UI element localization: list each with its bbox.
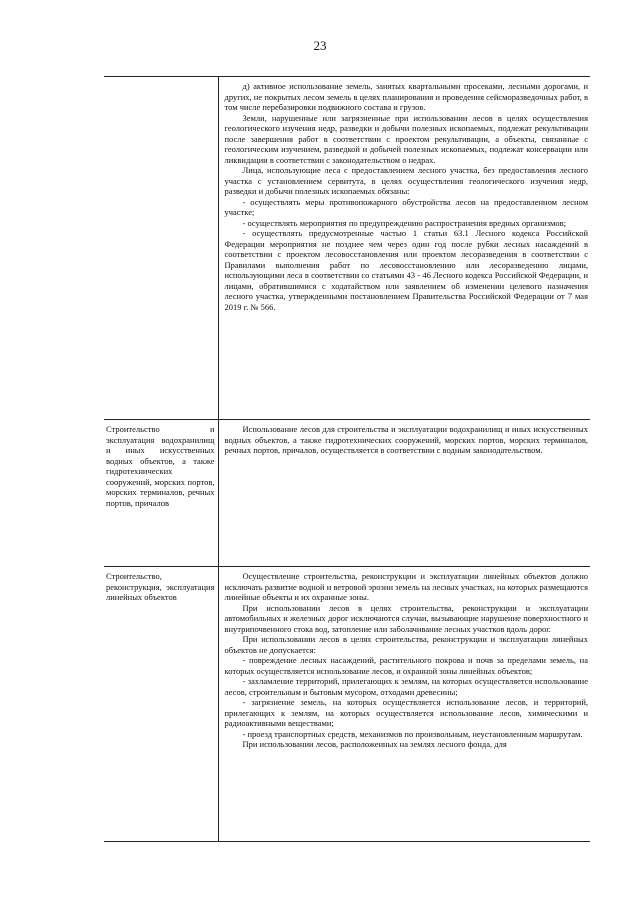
activity-title: Строительство и эксплуатация водохранилищ и иных искусственных водных объектов, а также гидротехнических сооружений, морских портов, морских терминалов, речных портов, причалов	[106, 424, 215, 508]
row-3-requirements-cell	[218, 567, 590, 842]
row-2-activity-cell	[104, 420, 218, 567]
paragraph: Осуществление строительства, реконструкции и эксплуатации линейных объектов должно исключать развитие водной и ветровой эрозии земель на лесных участках, на которых размещаются линейные объекты и их охранные зоны.	[224, 571, 588, 602]
paragraph: При использовании лесов, расположенных на землях лесного фонда, для	[242, 739, 507, 749]
paragraph: Лица, использующие леса с предоставлением лесного участка, без предоставления лесного участка с установлением сервитута, в целях осуществления геологического изучения недр, разведки и добычи полезных ископаемых обязаны:	[224, 165, 588, 196]
table-row	[104, 420, 590, 567]
list-item: - повреждение лесных насаждений, растительного покрова и почв за пределами земель, на которых осуществляется использование лесов, и охранной зоны линейных объектов;	[224, 655, 588, 676]
paragraph: При использовании лесов в целях строительства, реконструкции и эксплуатации линейных объектов не допускается:	[224, 634, 588, 655]
list-item: - осуществлять мероприятия по предупреждению распространения вредных организмов;	[242, 217, 566, 228]
row-1-requirements-cell	[218, 77, 590, 420]
list-item: - проезд транспортных средств, механизмов по произвольным, неустановленным маршрутам.	[242, 728, 583, 739]
row-1-activity-cell	[104, 77, 218, 420]
paragraph: Использование лесов для строительства и эксплуатации водохранилищ и иных искусственных водных объектов, а также гидротехнических сооружений, морских портов, морских терминалов, речных портов, причалов, осуществляется в соответствии с водным законодательством.	[224, 424, 588, 455]
table-row	[104, 567, 590, 842]
paragraph: При использовании лесов в целях строительства, реконструкции и эксплуатации автомобильных и железных дорог исключаются случаи, вызывающие нарушение поверхностного и внутрипочвенного стока вод, затопление или заболачивание лесных участков вдоль дорог.	[224, 602, 588, 634]
activity-title: Строительство, реконструкция, эксплуатация линейных объектов	[106, 571, 215, 602]
row-2-requirements-cell	[218, 420, 590, 567]
list-item: - осуществлять меры противопожарного обустройства лесов на предоставленном лесном участке;	[224, 196, 588, 217]
paragraph: д) активное использование земель, занятых квартальными просеками, лесными дорогами, и других, не покрытых лесом земель в целях планирования и проведения сейсморазведочных работ, в том числе перебазировки подвижного состава и грузов.	[224, 81, 588, 112]
list-item: - осуществлять предусмотренные частью 1 статьи 63.1 Лесного кодекса Российской Федерации мероприятия не позднее чем через один год после рубки лесных насаждений в соответствии с проектом лесовосстановления или проектом лесоразведения в соответствии с Правилами выполнения работ по лесовосстановлению или лесоразведению лицами, использующими леса в соответствии со статьями 43 - 46 Лесного кодекса Российской Федерации, и лицами, обратившимися с ходатайством или заявлением об изменении целевого назначения лесного участка, утвержденными постановлением Правительства Российской Федерации от 7 мая 2019 г. № 566.	[224, 228, 588, 312]
land-use-table	[104, 76, 590, 842]
list-item: - захламление территорий, прилегающих к землям, на которых осуществляется использование лесов, строительным и бытовым мусором, отходами древесины;	[224, 676, 588, 697]
paragraph: Земли, нарушенные или загрязненные при использовании лесов в целях осуществления геологического изучения недр, разведки и добычи полезных ископаемых, подлежат рекультивации после завершения работ в соответствии с проектом рекультивации, а объекты, связанные с геологическим изучением, разведкой и добычей полезных ископаемых, подлежат консервации или ликвидации в соответствии с законодательством о недрах.	[224, 112, 588, 165]
page-number: 23	[313, 38, 327, 53]
table-row	[104, 77, 590, 420]
row-3-activity-cell	[104, 567, 218, 842]
list-item: - загрязнение земель, на которых осуществляется использование лесов, и территорий, прилегающих к землям, на которых осуществляется использование лесов, химическими и радиоактивными веществами;	[224, 697, 588, 728]
